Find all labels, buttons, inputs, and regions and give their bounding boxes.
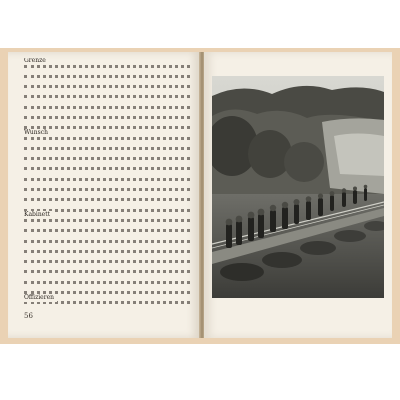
text-line [24,212,190,222]
text-line [24,161,190,171]
photo-illustration [212,76,384,298]
text-fragment: Grenze [24,58,49,65]
text-fragment: Wunsch [24,129,51,137]
text-line [24,140,190,150]
text-line [24,109,190,119]
text-line [24,295,190,305]
text-fragment: Kabinett [24,211,53,219]
text-line [24,120,190,130]
text-line [24,274,190,284]
text-line [24,233,190,243]
text-line [24,171,190,181]
text-line [24,243,190,253]
text-line [24,264,190,274]
text-line [24,202,190,212]
page-number: 56 [24,312,33,320]
text-line [24,182,190,192]
text-line [24,58,190,68]
text-line [24,130,190,140]
text-line [24,192,190,202]
text-line [24,285,190,295]
text-fragment: Offizieren [24,294,57,302]
text-line [24,305,190,306]
text-line [24,89,190,99]
text-line [24,79,190,89]
text-line [24,68,190,78]
text-line [24,151,190,161]
text-line [24,99,190,109]
left-page-text [24,58,190,306]
text-line [24,223,190,233]
pontoon-bridge-photo [212,76,384,298]
text-line [24,254,190,264]
